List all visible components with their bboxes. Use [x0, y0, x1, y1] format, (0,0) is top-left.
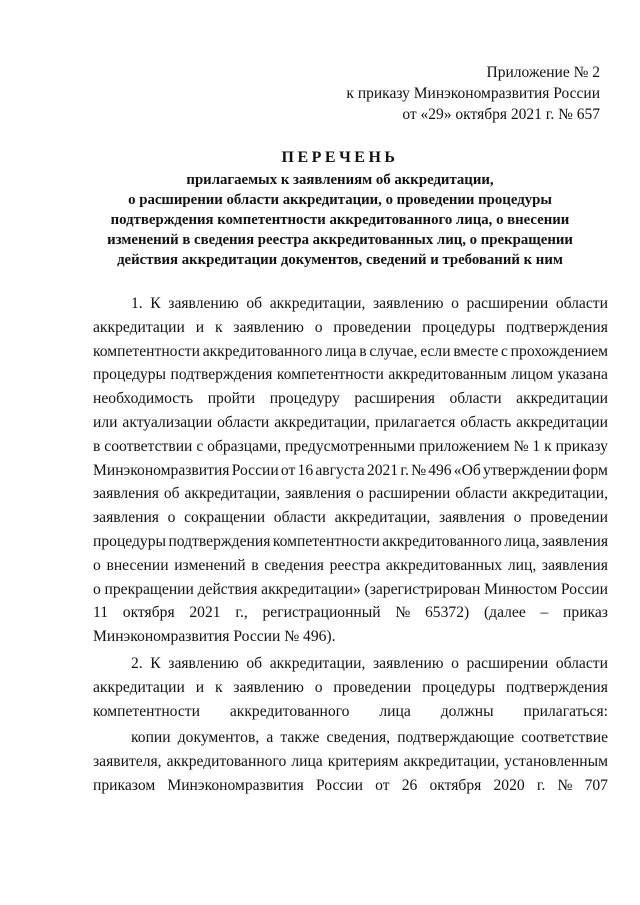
document-body [93, 292, 608, 798]
paragraph-line: приказом Минэкономразвития России от 26 октября 2020 г. № 707 [93, 776, 608, 794]
title-subtitle-line: подтверждения компетентности аккредитованного лица, о внесении [110, 212, 570, 228]
paragraph-line: 1. К заявлению об аккредитации, заявлению о расширении области [131, 295, 608, 312]
paragraph-line: процедуры подтверждения компетентности аккредитованного лица, заявления [93, 532, 608, 550]
paragraph-line: или актуализации области аккредитации, прилагается область аккредитации [93, 413, 608, 431]
paragraph-line: 11 октября 2021 г., регистрационный № 65372) (далее – приказ [93, 604, 608, 622]
paragraph-line: заявления об аккредитации, заявления о расширении области аккредитации, [93, 485, 608, 503]
paragraph-line: заявления о сокращении области аккредитации, заявления о проведении [93, 509, 608, 527]
paragraph [93, 292, 608, 649]
paragraph-line: аккредитации и к заявлению о проведении процедуры подтверждения [93, 678, 608, 696]
appendix-header [346, 62, 600, 125]
paragraph-line: компетентности аккредитованного лица должны прилагаться: [93, 702, 608, 720]
paragraph-line: 2. К заявлению об аккредитации, заявлению о расширении области [131, 654, 608, 672]
title-subtitle-line: изменений в сведения реестра аккредитованных лиц, о прекращении [107, 232, 573, 248]
paragraph-line: в соответствии с образцами, предусмотренными приложением № 1 к приказу [93, 437, 608, 455]
title-main: ПЕРЕЧЕНЬ [281, 149, 399, 166]
paragraph [93, 726, 608, 797]
paragraph-line: о внесении изменений в сведения реестра аккредитованных лиц, заявления [93, 556, 608, 574]
appendix-order-date: от «29» октября 2021 г. № 657 [402, 106, 600, 123]
paragraph-line: копии документов, а также сведения, подтверждающие соответствие [131, 729, 608, 747]
title-subtitle [80, 170, 600, 270]
paragraph-line: Минэкономразвития России от 16 августа 2021 г. № 496 «Об утверждении форм [93, 461, 608, 479]
title-subtitle-line: прилагаемых к заявлениям об аккредитации, [186, 172, 494, 188]
paragraph-line: заявителя, аккредитованного лица критериям аккредитации, установленным [93, 753, 608, 771]
paragraph-line: аккредитации и к заявлению о проведении процедуры подтверждения [93, 318, 608, 336]
paragraph-line: компетентности аккредитованного лица в случае, если вместе с прохождением [93, 342, 608, 360]
title-subtitle-line: о расширении области аккредитации, о проведении процедуры [128, 192, 552, 208]
appendix-number: Приложение № 2 [486, 64, 600, 81]
document-title [80, 146, 600, 270]
paragraph-line: Минэкономразвития России № 496). [93, 628, 336, 646]
paragraph-line: процедуры подтверждения компетентности аккредитованным лицом указана [93, 366, 608, 384]
paragraph [93, 652, 608, 723]
appendix-order-reference: к приказу Минэкономразвития России [346, 85, 600, 102]
paragraph-line: о прекращении действия аккредитации» (зарегистрирован Минюстом России [93, 580, 608, 598]
title-subtitle-line: действия аккредитации документов, сведений и требований к ним [117, 252, 563, 268]
paragraph-line: необходимость пройти процедуру расширения области аккредитации [93, 390, 608, 408]
